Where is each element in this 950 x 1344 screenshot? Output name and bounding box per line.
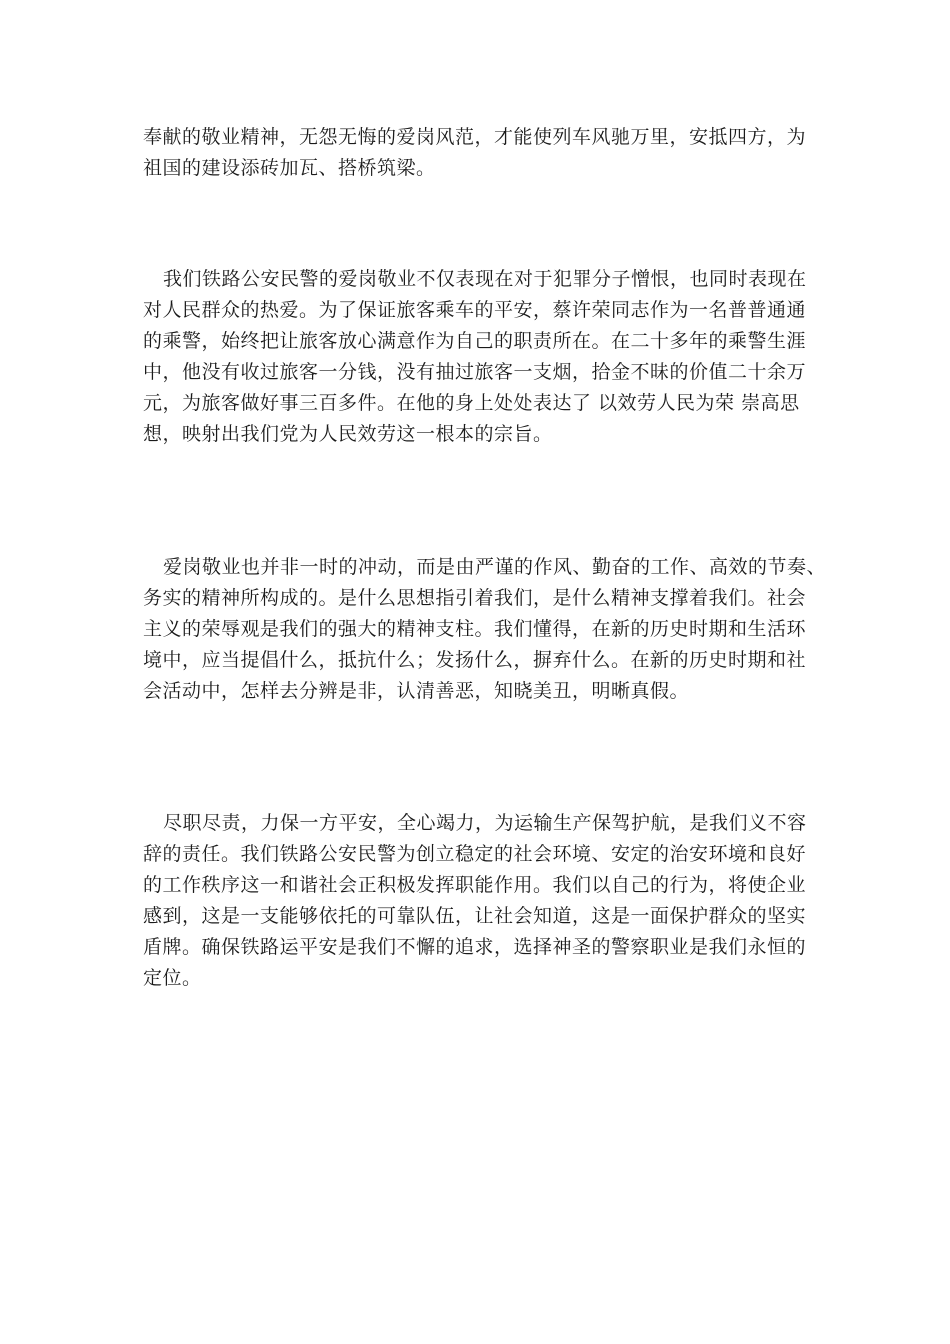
- paragraph-line: 奉献的敬业精神，无怨无悔的爱岗风范，才能使列车风驰万里，安抵四方，为: [143, 126, 807, 148]
- paragraph-line: 辞的责任。我们铁路公安民警为创立稳定的社会环境、安定的治安环境和良好: [143, 843, 807, 865]
- paragraph-line: 想，映射出我们党为人民效劳这一根本的宗旨。: [143, 423, 553, 445]
- paragraph-line: 祖国的建设添砖加瓦、搭桥筑梁。: [143, 157, 436, 179]
- paragraph-line: 对人民群众的热爱。为了保证旅客乘车的平安，蔡许荣同志作为一名普普通通: [143, 299, 807, 321]
- paragraph-3: [143, 552, 827, 707]
- paragraph-1: [143, 122, 815, 184]
- paragraph-line: 感到，这是一支能够依托的可靠队伍，让社会知道，这是一面保护群众的坚实: [143, 905, 807, 927]
- paragraph-line: 尽职尽责，力保一方平安，全心竭力，为运输生产保驾护航，是我们义不容: [163, 812, 807, 834]
- paragraph-line: 务实的精神所构成的。是什么思想指引着我们，是什么精神支撑着我们。社会: [143, 587, 807, 609]
- paragraph-line: 我们铁路公安民警的爱岗敬业不仅表现在对于犯罪分子憎恨，也同时表现在: [163, 268, 807, 290]
- paragraph-line: 的乘警，始终把让旅客放心满意作为自己的职责所在。在二十多年的乘警生涯: [143, 330, 807, 352]
- paragraph-line: 元，为旅客做好事三百多件。在他的身上处处表达了 以效劳人民为荣 崇高思: [143, 392, 800, 414]
- paragraph-line: 中，他没有收过旅客一分钱，没有抽过旅客一支烟，拾金不昧的价值二十余万: [143, 361, 807, 383]
- paragraph-line: 爱岗敬业也并非一时的冲动，而是由严谨的作风、勤奋的工作、高效的节奏、: [163, 556, 827, 578]
- paragraph-line: 的工作秩序这一和谐社会正积极发挥职能作用。我们以自己的行为，将使企业: [143, 874, 807, 896]
- paragraph-line: 定位。: [143, 967, 202, 989]
- paragraph-line: 境中，应当提倡什么，抵抗什么；发扬什么，摒弃什么。在新的历史时期和社: [143, 649, 807, 671]
- paragraph-line: 会活动中，怎样去分辨是非，认清善恶，知晓美丑，明晰真假。: [143, 680, 690, 702]
- paragraph-line: 主义的荣辱观是我们的强大的精神支柱。我们懂得，在新的历史时期和生活环: [143, 618, 807, 640]
- paragraph-4: [143, 808, 815, 994]
- paragraph-line: 盾牌。确保铁路运平安是我们不懈的追求，选择神圣的警察职业是我们永恒的: [143, 936, 807, 958]
- paragraph-2: [143, 264, 815, 450]
